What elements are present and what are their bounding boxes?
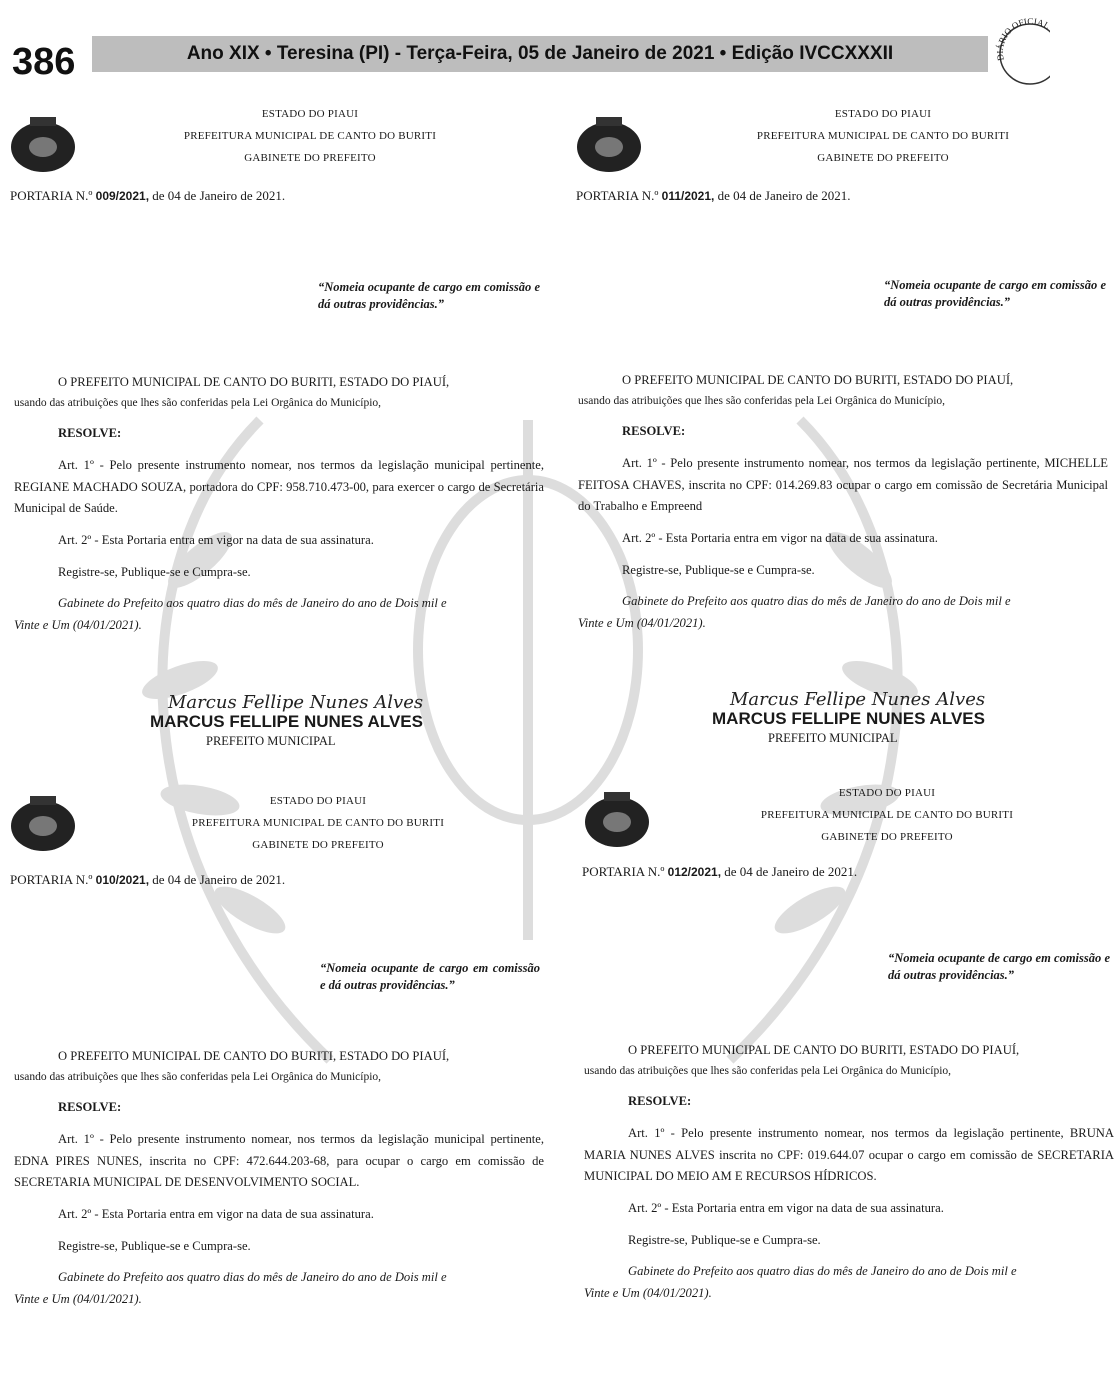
- page-number: 386: [12, 41, 76, 83]
- signatory-name: MARCUS FELLIPE NUNES ALVES: [712, 709, 985, 728]
- portaria-body-clip: [584, 1040, 1114, 1340]
- portaria-number: PORTARIA N.º 009/2021, de 04 de Janeiro de 2021.: [10, 188, 286, 203]
- portaria-body: O PREFEITO MUNICIPAL DE CANTO DO BURITI, ESTADO DO PIAUÍ, usando das atribuições que lhes são conferidas pela Lei Orgânica do Município, RESOLVE: Art. 1º - Pelo presente instrumento nomear, nos termos da legislação pertinente, BRUNA MARIA NUNES ALVES inscrita no CPF: 019.644.07 ocupar o cargo em comissão de SECRETARIA MUNICIPAL DO MEIO AM E RECURSOS HÍDRICOS. Art. 2º - Esta Portaria entra em vigor na data de sua assinatura. Registre-se, Publique-se e Cumpra-se. Gabinete do Prefeito aos quatro dias do mês de Janeiro do ano de Dois mil e Vinte e Um (04/01/2021).: [584, 1043, 1114, 1301]
- portaria-number: PORTARIA N.º 011/2021, de 04 de Janeiro de 2021.: [576, 188, 851, 203]
- municipal-crest-icon: [10, 794, 76, 852]
- ementa: “Nomeia ocupante de cargo em comissão e dá outras providências.”: [320, 961, 540, 992]
- portaria-number: PORTARIA N.º 010/2021, de 04 de Janeiro de 2021.: [10, 872, 286, 887]
- portaria-body: O PREFEITO MUNICIPAL DE CANTO DO BURITI, ESTADO DO PIAUÍ, usando das atribuições que lhes são conferidas pela Lei Orgânica do Município, RESOLVE: Art. 1º - Pelo presente instrumento nomear, nos termos da legislação municipal pertinente, REGIANE MACHADO SOUZA, portadora do CPF: 958.710.473-00, para exercer o cargo de Secretária Municipal de Saúde. Art. 2º - Esta Portaria entra em vigor na data de sua assinatura. Registre-se, Publique-se e Cumpra-se. Gabinete do Prefeito aos quatro dias do mês de Janeiro do ano de Dois mil e Vinte e Um (04/01/2021).: [14, 375, 544, 633]
- diario-oficial-seal: [990, 8, 1050, 88]
- signatory-role: PREFEITO MUNICIPAL: [768, 731, 898, 745]
- signatory-role: PREFEITO MUNICIPAL: [206, 734, 336, 748]
- seal-text: DIÁRIO OFICIA: [994, 16, 1046, 62]
- ementa-clip: [888, 950, 1110, 1010]
- portaria-body-clip: [578, 370, 1108, 670]
- document-header: ESTADO DO PIAUI PREFEITURA MUNICIPAL DE CANTO DO BURITI GABINETE DO PREFEITO: [191, 795, 445, 851]
- municipal-crest-icon: [10, 115, 76, 173]
- document-header: ESTADO DO PIAUI PREFEITURA MUNICIPAL DE CANTO DO BURITI GABINETE DO PREFEITO: [756, 108, 1010, 164]
- municipal-crest-icon: [576, 115, 642, 173]
- signature: Marcus Fellipe Nunes Alves: [730, 689, 986, 710]
- signature: Marcus Fellipe Nunes Alves: [168, 692, 424, 713]
- svg-text:DIÁRIO OFICIAL: [995, 16, 1050, 61]
- document-header: ESTADO DO PIAUI PREFEITURA MUNICIPAL DE CANTO DO BURITI GABINETE DO PREFEITO: [760, 787, 1014, 843]
- municipal-crest-icon: [584, 790, 650, 848]
- ementa: “Nomeia ocupante de cargo em comissão e dá outras providências.”: [888, 951, 1110, 982]
- portaria-body: O PREFEITO MUNICIPAL DE CANTO DO BURITI, ESTADO DO PIAUÍ, usando das atribuições que lhes são conferidas pela Lei Orgânica do Município, RESOLVE: Art. 1º - Pelo presente instrumento nomear, nos termos da legislação pertinente, MICHELLE FEITOSA CHAVES, inscrita no CPF: 014.269.83 ocupar o cargo em comissão de Secretária Municipal do Trabalho e Empreend Art. 2º - Esta Portaria entra em vigor na data de sua assinatura. Registre-se, Publique-se e Cumpra-se. Gabinete do Prefeito aos quatro dias do mês de Janeiro do ano de Dois mil e Vinte e Um (04/01/2021).: [578, 373, 1108, 631]
- ementa: “Nomeia ocupante de cargo em comissão e dá outras providências.”: [318, 280, 540, 311]
- portaria-body: O PREFEITO MUNICIPAL DE CANTO DO BURITI, ESTADO DO PIAUÍ, usando das atribuições que lhes são conferidas pela Lei Orgânica do Município, RESOLVE: Art. 1º - Pelo presente instrumento nomear, nos termos da legislação municipal pertinente, EDNA PIRES NUNES, inscrita no CPF: 472.644.203-68, para ocupar o cargo em comissão de SECRETARIA MUNICIPAL DE DESENVOLVIMENTO SOCIAL. Art. 2º - Esta Portaria entra em vigor na data de sua assinatura. Registre-se, Publique-se e Cumpra-se. Gabinete do Prefeito aos quatro dias do mês de Janeiro do ano de Dois mil e Vinte e Um (04/01/2021).: [14, 1049, 544, 1307]
- gazette-header-bar: Ano XIX • Teresina (PI) - Terça-Feira, 05 de Janeiro de 2021 • Edição IVCCXXXII: [92, 36, 988, 72]
- document-header: ESTADO DO PIAUI PREFEITURA MUNICIPAL DE CANTO DO BURITI GABINETE DO PREFEITO: [183, 108, 437, 164]
- ementa: “Nomeia ocupante de cargo em comissão e dá outras providências.”: [884, 278, 1106, 309]
- portaria-number: PORTARIA N.º 012/2021, de 04 de Janeiro de 2021.: [582, 864, 858, 879]
- ementa-clip: [884, 277, 1106, 337]
- signatory-name: MARCUS FELLIPE NUNES ALVES: [150, 712, 423, 731]
